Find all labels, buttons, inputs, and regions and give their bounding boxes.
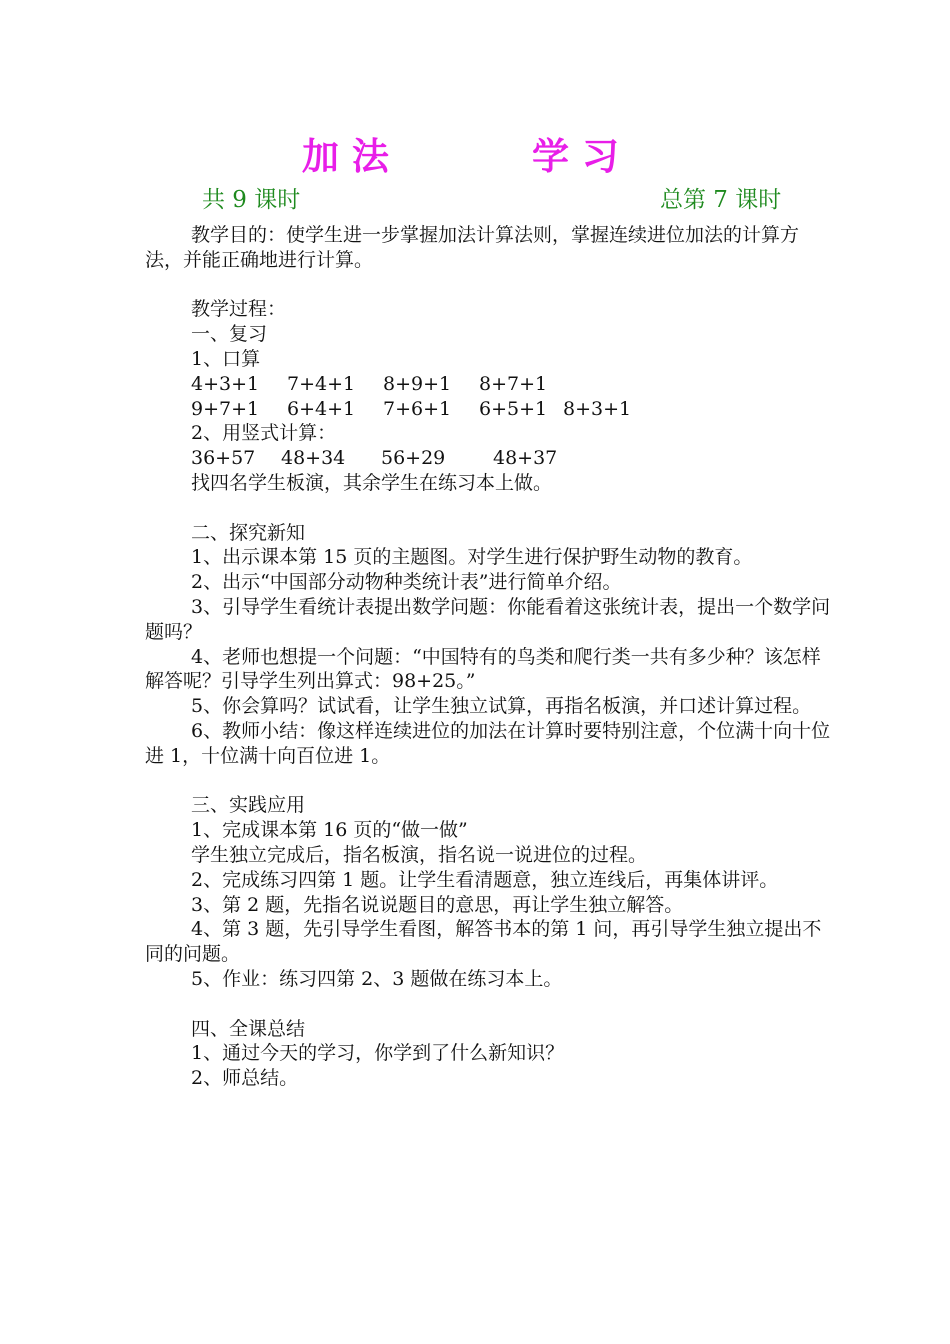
vertical-row xyxy=(145,446,835,471)
title-part-2: 学 习 xyxy=(532,134,619,178)
explore-item: 2、出示“中国部分动物种类统计表”进行简单介绍。 xyxy=(191,571,622,594)
vertical-heading: 2、用竖式计算： xyxy=(191,422,337,445)
expr: 8+7+1 xyxy=(479,372,548,395)
explore-item: 3、引导学生看统计表提出数学问题：你能看着这张统计表，提出一个数学问题吗？ xyxy=(145,595,831,643)
expr: 8+9+1 xyxy=(383,372,452,395)
expr: 6+4+1 xyxy=(287,397,356,420)
explore-item: 4、老师也想提一个问题：“中国特有的鸟类和爬行类一共有多少种？该怎样解答呢？引导学生列出算式：98+25。” xyxy=(145,645,821,693)
explore-item: 5、你会算吗？试试看，让学生独立试算，再指名板演，并口述计算过程。 xyxy=(191,695,812,718)
review-note: 找四名学生板演，其余学生在练习本上做。 xyxy=(191,471,553,494)
expr: 4+3+1 xyxy=(191,372,260,395)
expr: 48+37 xyxy=(493,447,558,470)
expr: 9+7+1 xyxy=(191,397,260,420)
expr: 36+57 xyxy=(191,447,256,470)
practice-item: 学生独立完成后，指名板演，指名说一说进位的过程。 xyxy=(191,843,648,866)
oral-heading: 1、口算 xyxy=(191,347,261,370)
document-body xyxy=(145,223,835,1091)
practice-item: 1、完成课本第 16 页的“做一做” xyxy=(191,819,468,842)
process-heading: 教学过程： xyxy=(191,298,287,321)
practice-heading: 三、实践应用 xyxy=(191,794,306,817)
expr: 56+29 xyxy=(381,447,446,470)
expr: 6+5+1 xyxy=(479,397,548,420)
expr: 8+3+1 xyxy=(563,397,632,420)
explore-item: 1、出示课本第 15 页的主题图。对学生进行保护野生动物的教育。 xyxy=(191,546,753,569)
summary-item: 2、师总结。 xyxy=(191,1067,299,1090)
expr: 48+34 xyxy=(281,447,346,470)
summary-heading: 四、全课总结 xyxy=(191,1017,306,1040)
oral-row-1 xyxy=(145,372,835,397)
explore-heading: 二、探究新知 xyxy=(191,521,306,544)
practice-item: 5、作业：练习四第 2、3 题做在练习本上。 xyxy=(191,967,563,990)
practice-item: 3、第 2 题，先指名说说题目的意思，再让学生独立解答。 xyxy=(191,893,684,916)
summary-item: 1、通过今天的学习，你学到了什么新知识？ xyxy=(191,1042,565,1065)
lesson-number: 总第 7 课时 xyxy=(660,187,782,213)
teaching-objective: 教学目的：使学生进一步掌握加法计算法则，掌握连续进位加法的计算方法，并能正确地进行计算。 xyxy=(145,224,800,271)
practice-item: 4、第 3 题，先引导学生看图，解答书本的第 1 问，再引导学生独立提出不同的问题。 xyxy=(145,918,822,966)
lesson-subheader xyxy=(0,181,950,217)
document-title xyxy=(0,126,950,178)
oral-row-2 xyxy=(145,397,835,422)
total-lessons: 共 9 课时 xyxy=(202,187,301,213)
expr: 7+4+1 xyxy=(287,372,356,395)
review-heading: 一、复习 xyxy=(191,323,268,346)
expr: 7+6+1 xyxy=(383,397,452,420)
title-part-1: 加 法 xyxy=(302,134,389,178)
practice-item: 2、完成练习四第 1 题。让学生看清题意，独立连线后，再集体讲评。 xyxy=(191,868,779,891)
explore-item: 6、教师小结：像这样连续进位的加法在计算时要特别注意，个位满十向十位进 1，十位满十向百位进 1。 xyxy=(145,719,831,767)
